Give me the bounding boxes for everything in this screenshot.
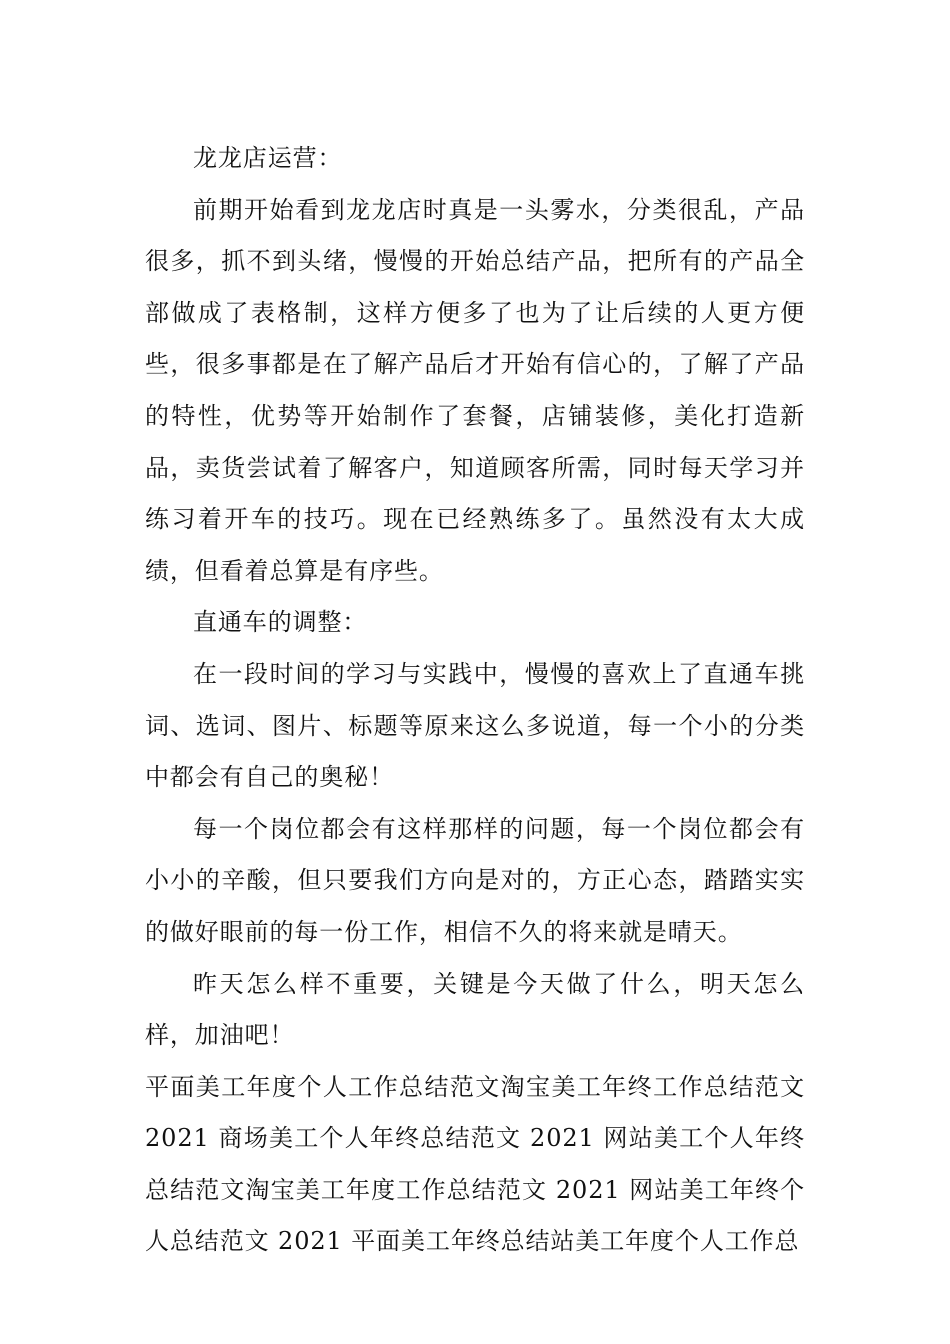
document-body [145, 133, 805, 1268]
paragraph-every-position: 每一个岗位都会有这样那样的问题，每一个岗位都会有小小的辛酸，但只要我们方向是对的，方正心态，踏踏实实的做好眼前的每一份工作，相信不久的将来就是晴天。 [145, 814, 805, 946]
paragraph-through-train: 在一段时间的学习与实践中，慢慢的喜欢上了直通车挑词、选词、图片、标题等原来这么多说道，每一个小的分类中都会有自己的奥秘！ [145, 659, 805, 792]
related-articles-text: 平面美工年度个人工作总结范文淘宝美工年终工作总结范文 2021 商场美工个人年终总结范文 2021 网站美工个人年终总结范文淘宝美工年度工作总结范文 2021 网站美工年终个人总结范文 2021 平面美工年终总结站美工年度个人工作总 [145, 1072, 805, 1256]
paragraph-store-operations: 前期开始看到龙龙店时真是一头雾水，分类很乱，产品很多，抓不到头绪，慢慢的开始总结产品，把所有的产品全部做成了表格制，这样方便多了也为了让后续的人更方便些，很多事都是在了解产品后才开始有信心的，了解了产品的特性，优势等开始制作了套餐，店铺装修，美化打造新品，卖货尝试着了解客户，知道顾客所需，同时每天学习并练习着开车的技巧。现在已经熟练多了。虽然没有太大成绩，但看着总算是有序些。 [145, 195, 805, 585]
section-heading-store-operations: 龙龙店运营： [193, 144, 343, 172]
paragraph-closing: 昨天怎么样不重要，关键是今天做了什么，明天怎么样，加油吧！ [145, 969, 805, 1050]
section-heading-through-train: 直通车的调整： [193, 608, 368, 637]
